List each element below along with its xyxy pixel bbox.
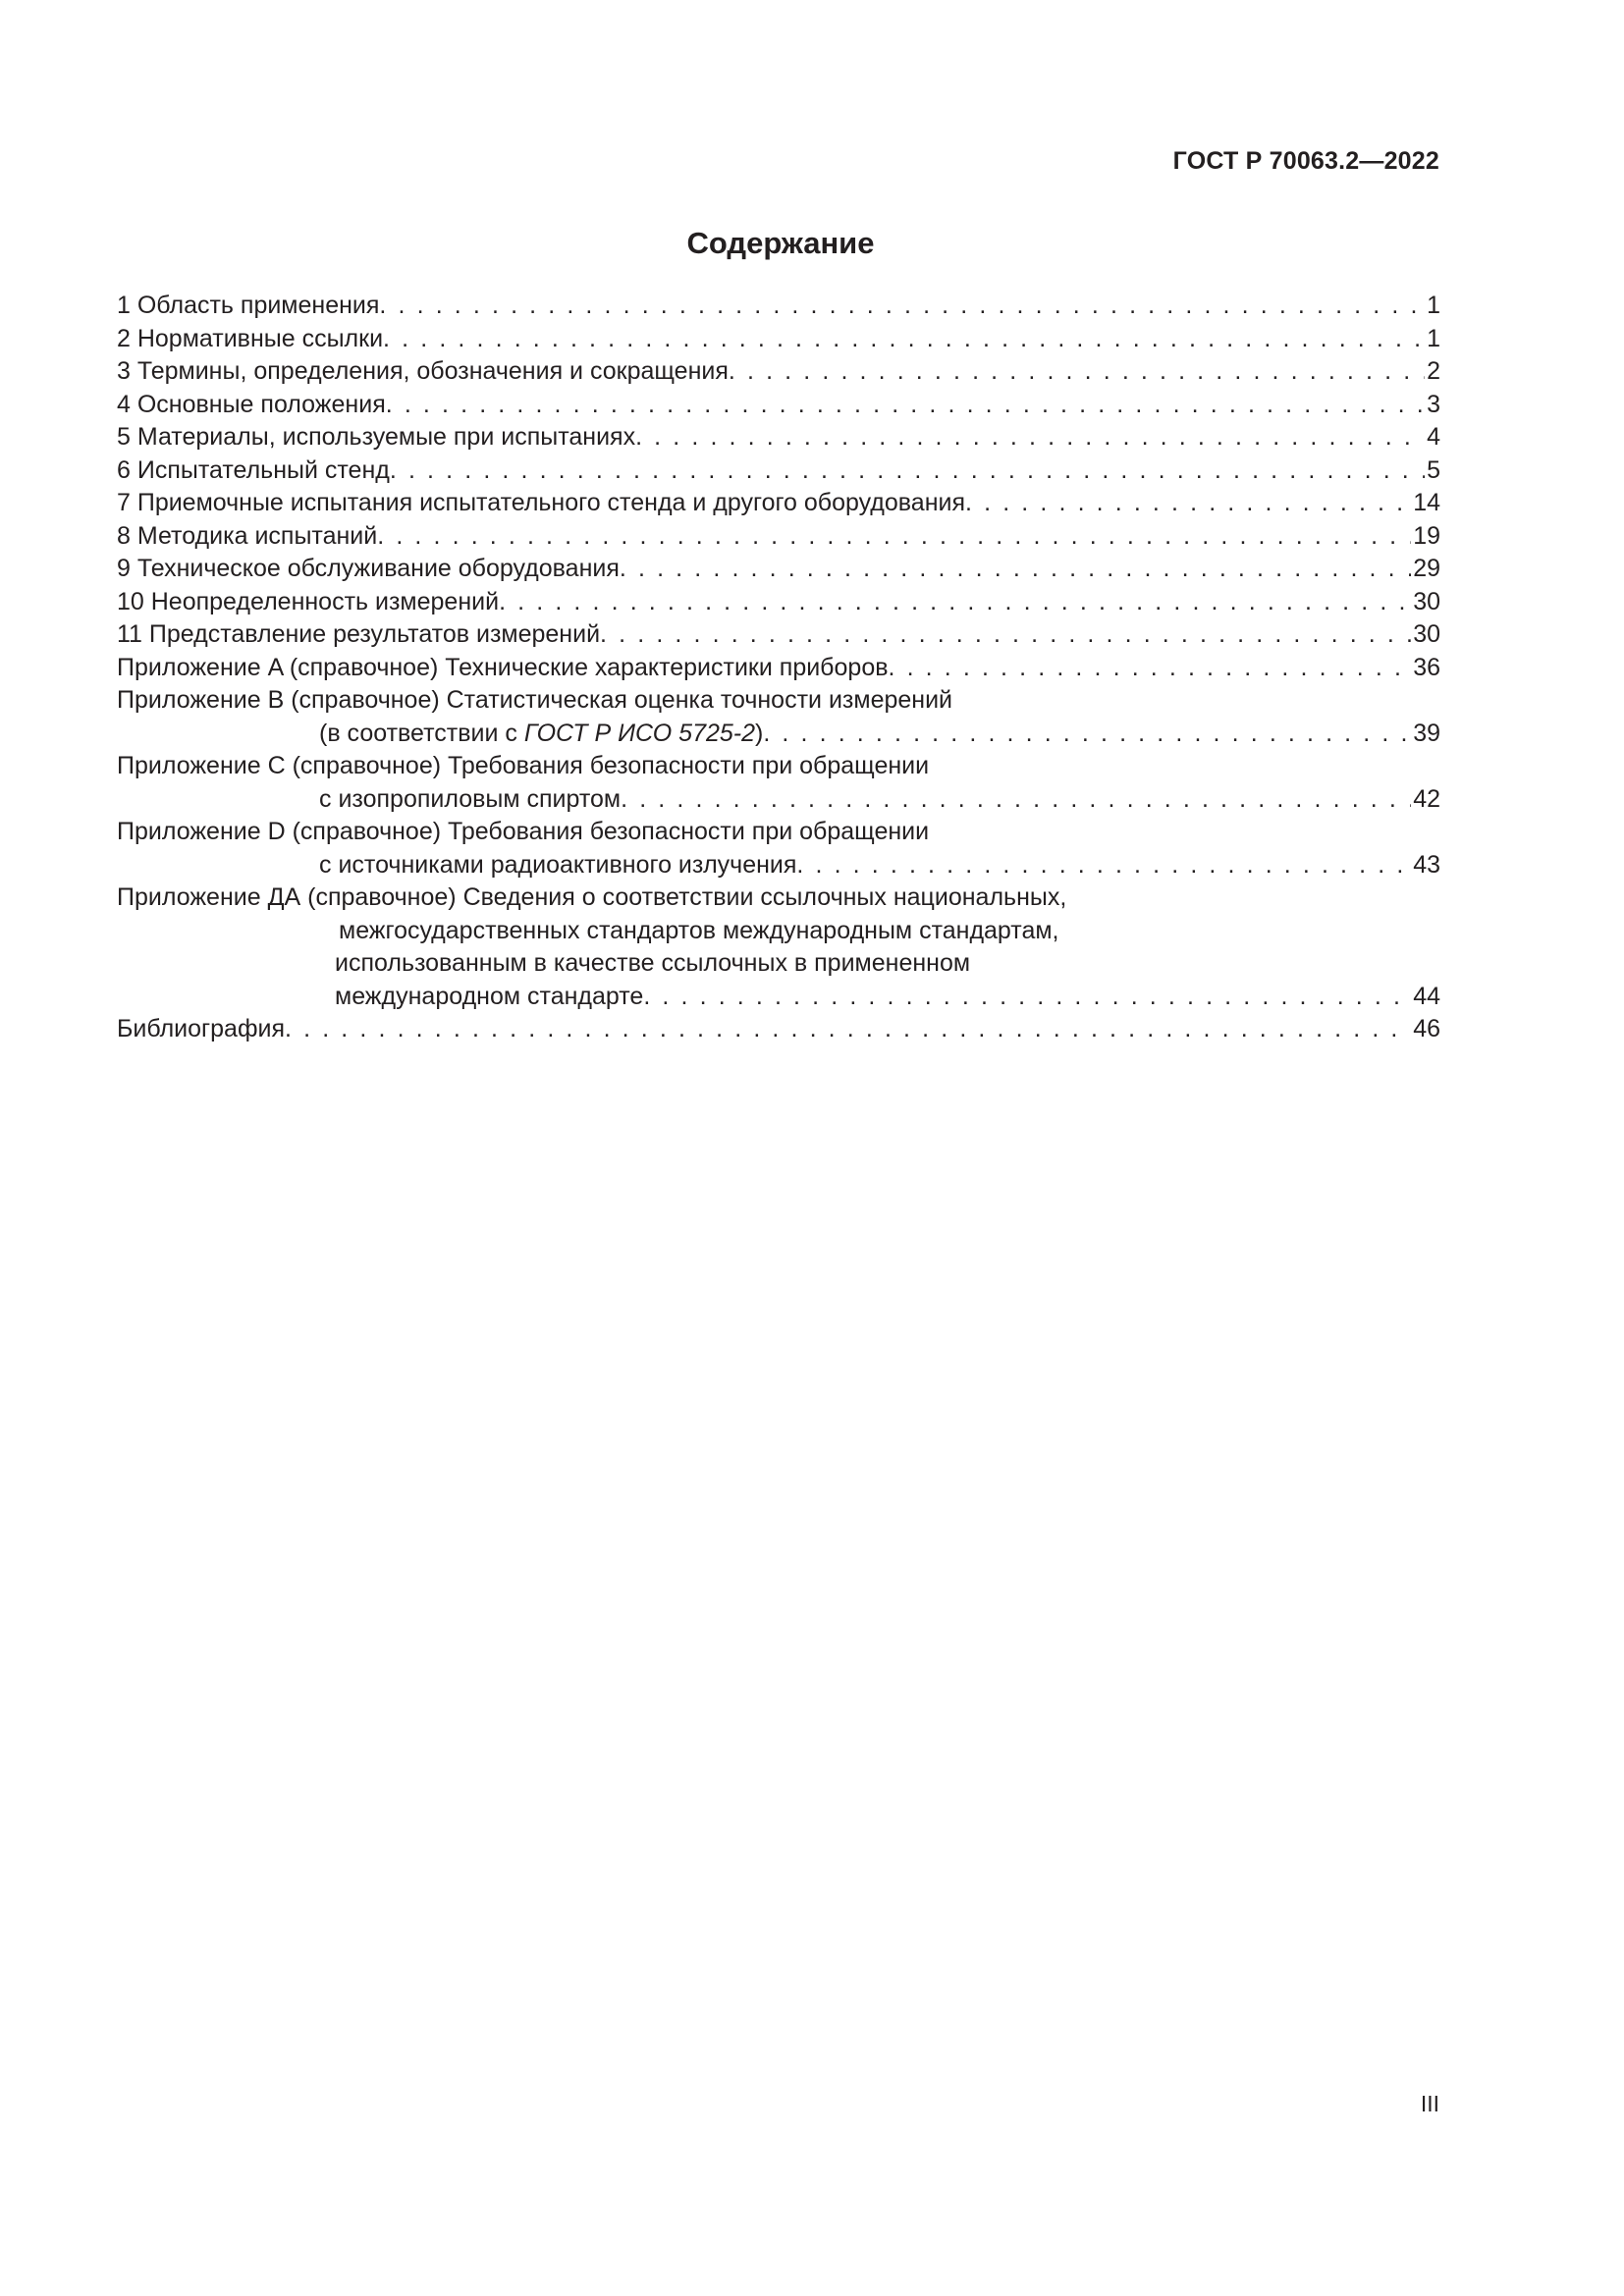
page-number: III <box>1420 2091 1439 2116</box>
toc-entry-text: 4 Основные положения <box>117 390 386 418</box>
toc-entry-appendix-da-line2[interactable] <box>117 915 1440 948</box>
toc-entry-text: Приложение D (справочное) Требования безопасности при обращении <box>117 818 930 845</box>
toc-entry-appendix-da-line4[interactable] <box>117 981 1440 1014</box>
table-of-contents <box>117 290 1440 1046</box>
leader-dots <box>377 520 1411 554</box>
toc-entry-appendix-c-line2[interactable] <box>117 783 1440 817</box>
toc-entry-page: 46 <box>1413 1015 1440 1042</box>
toc-entry-appendix-da-line1[interactable] <box>117 881 1440 915</box>
toc-entry-6[interactable] <box>117 454 1440 488</box>
toc-entry-text <box>319 718 763 751</box>
toc-entry-page: 4 <box>1427 423 1440 451</box>
leader-dots <box>729 355 1425 389</box>
toc-entry-text: Приложение ДА (справочное) Сведения о соответствии ссылочных национальных, <box>117 883 1067 911</box>
toc-entry-bibliography[interactable] <box>117 1013 1440 1046</box>
toc-entry-text: Приложение C (справочное) Требования безопасности при обращении <box>117 752 930 779</box>
toc-title: Содержание <box>686 226 875 260</box>
leader-dots <box>635 421 1425 454</box>
leader-dots <box>285 1013 1411 1046</box>
toc-entry-text: с источниками радиоактивного излучения <box>319 850 797 879</box>
leader-dots <box>379 290 1425 323</box>
toc-entry-text: 1 Область применения <box>117 292 380 319</box>
toc-entry-page: 5 <box>1427 455 1440 484</box>
leader-dots <box>600 618 1411 652</box>
toc-entry-text: 8 Методика испытаний <box>117 521 378 550</box>
standard-reference: ГОСТ Р ИСО 5725-2 <box>523 719 756 747</box>
toc-entry-4[interactable] <box>117 389 1440 422</box>
leader-dots <box>796 849 1411 882</box>
toc-entry-7[interactable] <box>117 487 1440 520</box>
toc-entry-page: 29 <box>1413 555 1440 582</box>
toc-entry-text: 7 Приемочные испытания испытательного стенда и другого оборудования <box>117 489 966 516</box>
toc-entry-page: 19 <box>1413 521 1440 550</box>
toc-entry-appendix-b-line1[interactable] <box>117 684 1440 718</box>
toc-entry-appendix-da-line3[interactable] <box>117 947 1440 981</box>
leader-dots <box>383 323 1425 356</box>
toc-text-prefix: (в соответствии с <box>319 719 524 747</box>
toc-entry-page: 42 <box>1413 784 1440 813</box>
leader-dots <box>889 652 1412 685</box>
toc-entry-5[interactable] <box>117 421 1440 454</box>
toc-entry-text: Приложение B (справочное) Статистическая оценка точности измерений <box>117 686 953 714</box>
leader-dots <box>620 553 1411 586</box>
document-code: ГОСТ Р 70063.2—2022 <box>1172 147 1439 175</box>
toc-entry-3[interactable] <box>117 355 1440 389</box>
toc-entry-9[interactable] <box>117 553 1440 586</box>
toc-entry-page: 30 <box>1413 587 1440 615</box>
leader-dots <box>621 783 1411 817</box>
toc-entry-page: 43 <box>1413 850 1440 879</box>
toc-entry-8[interactable] <box>117 520 1440 554</box>
toc-entry-page: 30 <box>1413 620 1440 648</box>
toc-entry-appendix-c-line1[interactable] <box>117 750 1440 783</box>
toc-entry-page: 1 <box>1427 324 1440 352</box>
toc-entry-11[interactable] <box>117 618 1440 652</box>
toc-entry-text: с изопропиловым спиртом <box>319 784 622 813</box>
toc-entry-page: 44 <box>1413 982 1440 1010</box>
toc-entry-page: 39 <box>1413 719 1440 747</box>
toc-entry-text: международном стандарте <box>335 982 644 1010</box>
toc-entry-text: Библиография <box>117 1015 286 1042</box>
leader-dots <box>386 389 1425 422</box>
toc-entry-text: использованным в качестве ссылочных в примененном <box>335 949 971 977</box>
toc-entry-1[interactable] <box>117 290 1440 323</box>
toc-entry-appendix-d-line2[interactable] <box>117 849 1440 882</box>
leader-dots <box>965 487 1411 520</box>
leader-dots <box>499 586 1411 619</box>
toc-entry-page: 1 <box>1427 292 1440 319</box>
toc-entry-text: 2 Нормативные ссылки <box>117 324 384 352</box>
toc-entry-text: 3 Термины, определения, обозначения и сокращения <box>117 357 729 385</box>
toc-entry-text: 9 Техническое обслуживание оборудования <box>117 555 620 582</box>
toc-entry-page: 14 <box>1413 489 1440 516</box>
toc-entry-appendix-b-line2[interactable] <box>117 718 1440 751</box>
leader-dots <box>763 718 1411 751</box>
toc-text-suffix: ) <box>755 719 764 747</box>
toc-entry-text: 10 Неопределенность измерений <box>117 587 500 615</box>
leader-dots <box>390 454 1425 488</box>
toc-entry-appendix-a[interactable] <box>117 652 1440 685</box>
toc-entry-appendix-d-line1[interactable] <box>117 816 1440 849</box>
toc-entry-page: 2 <box>1427 357 1440 385</box>
toc-entry-text: 11 Представление результатов измерений <box>117 620 601 648</box>
toc-entry-10[interactable] <box>117 586 1440 619</box>
toc-entry-text: 5 Материалы, используемые при испытаниях <box>117 423 636 451</box>
toc-entry-2[interactable] <box>117 323 1440 356</box>
leader-dots <box>643 981 1411 1014</box>
toc-entry-page: 36 <box>1413 653 1440 681</box>
toc-entry-page: 3 <box>1427 390 1440 418</box>
toc-entry-text: Приложение A (справочное) Технические характеристики приборов <box>117 653 889 681</box>
toc-entry-text: межгосударственных стандартов международным стандартам, <box>339 916 1059 944</box>
toc-entry-text: 6 Испытательный стенд <box>117 455 390 484</box>
